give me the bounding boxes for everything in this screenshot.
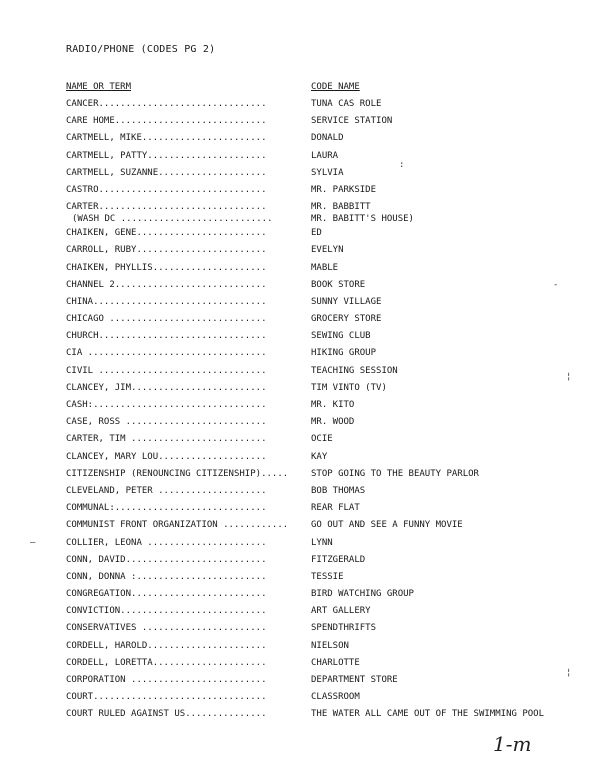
list-item xyxy=(0,345,592,362)
code-name: STOP GOING TO THE BEAUTY PARLOR xyxy=(311,468,479,479)
list-item xyxy=(0,535,592,552)
code-name: LYNN xyxy=(311,537,333,548)
list-item xyxy=(0,380,592,397)
list-item xyxy=(0,242,592,259)
list-item xyxy=(0,706,592,723)
handwritten-initials: 1-m xyxy=(493,732,532,756)
list-item xyxy=(0,328,592,345)
code-name: KAY xyxy=(311,451,328,462)
list-item xyxy=(0,260,592,277)
term-name: CARTMELL, MIKE....................... xyxy=(66,133,267,144)
code-name: FITZGERALD xyxy=(311,554,366,565)
term-name: CASTRO............................... xyxy=(66,184,267,195)
term-name: CLANCEY, JIM......................... xyxy=(66,382,267,393)
list-item xyxy=(0,672,592,689)
list-item xyxy=(0,414,592,431)
list-item xyxy=(0,603,592,620)
list-item xyxy=(0,586,592,603)
code-name: MABLE xyxy=(311,262,339,273)
term-name: CONGREGATION......................... xyxy=(66,589,267,600)
term-name-line: CARTER............................... xyxy=(66,202,267,213)
code-name: OCIE xyxy=(311,434,333,445)
list-item xyxy=(0,397,592,414)
code-name: SUNNY VILLAGE xyxy=(311,296,382,307)
list-item xyxy=(0,569,592,586)
term-name: CARTER, TIM ......................... xyxy=(66,434,267,445)
term-name: CHANNEL 2............................ xyxy=(66,279,267,290)
column-header-name: NAME OR TERM xyxy=(66,82,132,92)
term-name: CIA ................................. xyxy=(66,348,267,359)
term-name: CHAIKEN, PHYLLIS..................... xyxy=(66,262,267,273)
term-name: COMMUNAL:............................ xyxy=(66,503,267,514)
code-name: GO OUT AND SEE A FUNNY MOVIE xyxy=(311,520,463,531)
term-name: CARROLL, RUBY........................ xyxy=(66,245,267,256)
list-item xyxy=(0,165,592,182)
code-name-line: MR. BABITT'S HOUSE) xyxy=(311,214,414,225)
code-name: SPENDTHRIFTS xyxy=(311,623,377,634)
term-name: COURT RULED AGAINST US............... xyxy=(66,709,267,720)
term-name: COURT................................ xyxy=(66,692,267,703)
term-name: CASH:................................ xyxy=(66,400,267,410)
term-name: CASE, ROSS .......................... xyxy=(66,417,267,428)
code-name: TUNA CAS ROLE xyxy=(311,99,382,109)
term-name: CARE HOME............................ xyxy=(66,116,267,127)
stray-mark: ¦ xyxy=(566,372,572,382)
code-name: SERVICE STATION xyxy=(311,116,393,127)
code-name: TEACHING SESSION xyxy=(311,365,398,376)
stray-mark: ¦ xyxy=(566,668,572,678)
list-item xyxy=(0,431,592,448)
term-name: CORDELL, LORETTA..................... xyxy=(66,657,267,668)
term-name: CHICAGO ............................. xyxy=(66,314,267,325)
term-name: COLLIER, LEONA ...................... xyxy=(66,537,267,548)
term-name: CHINA................................ xyxy=(66,296,267,307)
column-header-code: CODE NAME xyxy=(311,82,360,92)
code-name: TIM VINTO (TV) xyxy=(311,382,387,393)
code-name: THE WATER ALL CAME OUT OF THE SWIMMING POOL xyxy=(311,709,544,720)
stray-mark: : xyxy=(399,160,405,170)
stray-mark: — xyxy=(30,538,36,548)
code-name: BOB THOMAS xyxy=(311,485,366,496)
code-name: ART GALLERY xyxy=(311,606,371,617)
list-item xyxy=(0,113,592,130)
term-name: CORPORATION ......................... xyxy=(66,675,267,685)
list-item xyxy=(0,500,592,517)
code-name: CHARLOTTE xyxy=(311,657,360,668)
list-item xyxy=(0,225,592,242)
code-name: SYLVIA xyxy=(311,167,344,178)
term-name: CIVIL ............................... xyxy=(66,365,267,376)
code-name: TESSIE xyxy=(311,571,344,582)
term-name: CORDELL, HAROLD...................... xyxy=(66,640,267,651)
term-name: CONN, DONNA :........................ xyxy=(66,571,267,582)
code-list xyxy=(0,96,592,724)
term-name: CONVICTION........................... xyxy=(66,606,267,617)
term-name: CARTMELL, SUZANNE.................... xyxy=(66,167,267,178)
term-name: CLANCEY, MARY LOU.................... xyxy=(66,451,267,462)
code-name: NIELSON xyxy=(311,640,349,651)
code-name: BIRD WATCHING GROUP xyxy=(311,589,414,600)
list-item xyxy=(0,689,592,706)
list-item xyxy=(0,483,592,500)
code-name: MR. KITO xyxy=(311,400,355,410)
list-item xyxy=(0,277,592,294)
term-name: CLEVELAND, PETER .................... xyxy=(66,485,267,496)
code-name: MR. PARKSIDE xyxy=(311,184,377,195)
stray-mark: - xyxy=(553,280,559,290)
code-name xyxy=(311,201,414,225)
list-item xyxy=(0,638,592,655)
list-item xyxy=(0,182,592,199)
list-item xyxy=(0,294,592,311)
code-name: EVELYN xyxy=(311,245,344,256)
list-item xyxy=(0,655,592,672)
list-item xyxy=(0,130,592,147)
code-name: BOOK STORE xyxy=(311,279,366,290)
list-item xyxy=(0,552,592,569)
term-name: CANCER............................... xyxy=(66,99,267,109)
code-name: ED xyxy=(311,228,322,239)
term-name: CITIZENSHIP (RENOUNCING CITIZENSHIP)..... xyxy=(66,468,289,479)
list-item xyxy=(0,148,592,165)
code-name: DEPARTMENT STORE xyxy=(311,675,398,685)
list-item xyxy=(0,517,592,534)
list-item xyxy=(0,199,592,225)
term-name: COMMUNIST FRONT ORGANIZATION ............ xyxy=(66,520,289,531)
list-item xyxy=(0,363,592,380)
code-name: CLASSROOM xyxy=(311,692,360,703)
term-name: CONN, DAVID.......................... xyxy=(66,554,267,565)
list-item xyxy=(0,96,592,113)
list-item xyxy=(0,466,592,483)
term-name-line: (WASH DC ............................ xyxy=(72,214,273,225)
term-name: CHURCH............................... xyxy=(66,331,267,342)
page-title: RADIO/PHONE (CODES PG 2) xyxy=(66,44,216,55)
list-item xyxy=(0,620,592,637)
code-name: GROCERY STORE xyxy=(311,314,382,325)
code-name: SEWING CLUB xyxy=(311,331,371,342)
list-item xyxy=(0,449,592,466)
list-item xyxy=(0,311,592,328)
code-name: LAURA xyxy=(311,150,339,161)
term-name xyxy=(66,201,272,225)
term-name: CARTMELL, PATTY...................... xyxy=(66,150,267,161)
code-name-line: MR. BABBITT xyxy=(311,202,371,213)
code-name: REAR FLAT xyxy=(311,503,360,514)
term-name: CONSERVATIVES ....................... xyxy=(66,623,267,634)
term-name: CHAIKEN, GENE........................ xyxy=(66,228,267,239)
code-name: MR. WOOD xyxy=(311,417,355,428)
code-name: DONALD xyxy=(311,133,344,144)
code-name: HIKING GROUP xyxy=(311,348,377,359)
